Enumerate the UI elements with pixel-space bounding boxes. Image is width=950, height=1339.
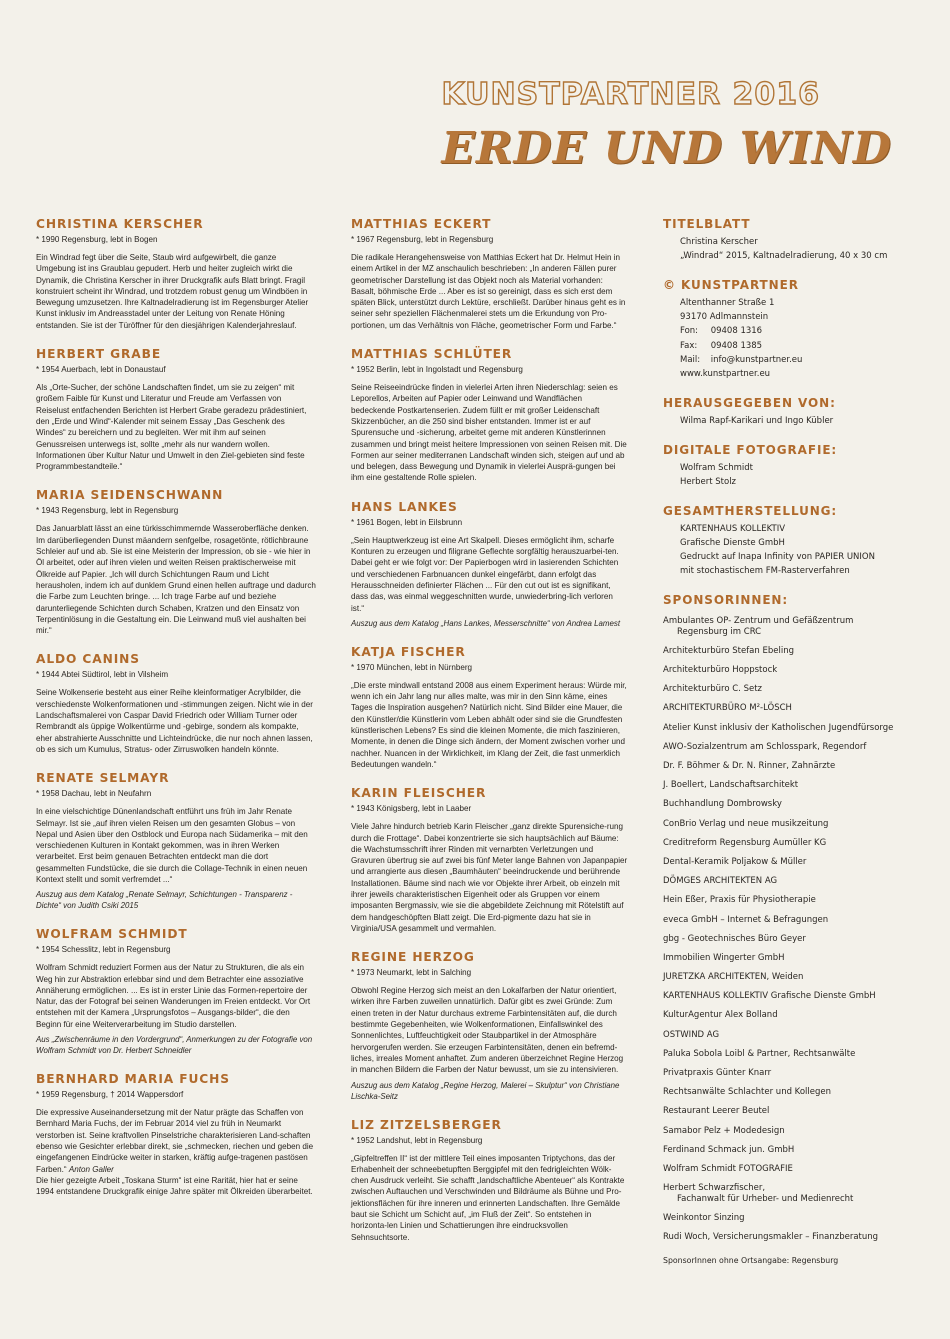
artist-born: * 1952 Landshut, lebt in Regensburg — [351, 1135, 483, 1145]
artist-name: BERNHARD MARIA FUCHS — [36, 1072, 230, 1087]
sponsor-name: Herbert Schwarzfischer, — [663, 1183, 766, 1194]
artist-bio: „Sein Hauptwerkzeug ist eine Art Skalpell. Dieses ermöglicht ihm, scharfe Konturen zu erzeugen und filigrane Geflechte sorgfältig herauszuarbei-ten. Dabei geht er wie folgt vor: Der Papierbogen wird in lasierenden Schichten und verschiedenen Farbnuancen dunkel eingefärbt, dann erfolgt das Herausschneiden definierter Flächen ... Für den cut out ist es signifikant, dass das, was einmal weggeschnitten wurde, unwiederbring-lich verloren ist.“ — [351, 535, 619, 613]
sponsor-item — [663, 1068, 925, 1079]
contact-fax — [663, 339, 925, 353]
artist-entry — [351, 216, 628, 331]
artist-name: CHRISTINA KERSCHER — [36, 217, 204, 231]
sponsor-item — [663, 703, 925, 714]
artist-entry — [351, 644, 628, 770]
sponsor-item — [663, 1049, 925, 1060]
section-heading: SPONSORINNEN: — [663, 593, 789, 608]
artist-born: * 1959 Regensburg, † 2014 Wappersdorf — [36, 1090, 184, 1100]
artist-name: MATTHIAS SCHLÜTER — [351, 347, 513, 362]
mail-link[interactable]: info@kunstpartner.eu — [710, 354, 803, 365]
sponsor-item — [663, 665, 925, 676]
sponsor-item — [663, 616, 925, 637]
sponsor-name-continued: Regensburg im CRC — [677, 626, 762, 637]
artist-name: ALDO CANINS — [36, 652, 140, 667]
artists-column-1 — [36, 216, 316, 1212]
sponsor-name-continued: Fachanwalt für Urheber- und Medienrecht — [677, 1193, 854, 1204]
mail-label: Mail: — [680, 354, 701, 365]
copyright-section — [663, 277, 925, 381]
section-line: Christina Kerscher — [680, 237, 758, 247]
phone-label: Fon: — [680, 326, 699, 337]
artist-name: LIZ ZITZELSBERGER — [351, 1117, 502, 1132]
sponsor-item — [663, 1030, 925, 1041]
sponsor-name: KulturAgentur Alex Bolland — [663, 1010, 778, 1021]
fax-label: Fax: — [680, 340, 698, 351]
artist-born: * 1944 Abtei Südtirol, lebt in Vilsheim — [36, 670, 169, 680]
sponsor-name: Restaurant Leerer Beutel — [663, 1106, 770, 1117]
sponsor-item — [663, 895, 925, 906]
sponsor-name: Rechtsanwälte Schlachter und Kollegen — [663, 1087, 831, 1098]
artist-bio: Seine Wolkenserie besteht aus einer Reihe kleinformatiger Acrylbilder, die verschiedenste Wolkenformationen und -stimmungen zeigen. Nicht wie in der Landschaftsmalerei von Caspar David Friedrich oder William Turner oder Rembrandt als üppige Wolkentürme und -gebirge, sondern als kompakte, eher abstrahierte Ausschnitte und Lichteindrücke, die nur noch ahnen lassen, ob es sich um Kumulus, Stratus- oder Zirruswolken handeln könnte. — [36, 688, 313, 754]
sponsor-item — [663, 1213, 925, 1224]
artist-entry — [351, 499, 628, 629]
artist-born: * 1967 Regensburg, lebt in Regensburg — [351, 235, 494, 244]
artist-entry — [36, 926, 316, 1056]
sponsor-item — [663, 1164, 925, 1175]
sponsor-name: DÖMGES ARCHITEKTEN AG — [663, 876, 778, 887]
artist-citation: Auszug aus dem Katalog „Renate Selmayr, Schichtungen - Transparenz - Dichte“ von Judith Csiki 2015 — [36, 890, 293, 911]
artist-born: * 1943 Königsberg, lebt in Laaber — [351, 804, 472, 814]
sponsor-name: ConBrio Verlag und neue musikzeitung — [663, 818, 829, 829]
sponsor-name: Architekturbüro Stefan Ebeling — [663, 645, 794, 656]
artist-bio — [36, 1107, 316, 1175]
sponsor-name: KARTENHAUS KOLLEKTIV Grafische Dienste GmbH — [663, 991, 876, 1002]
sponsor-name: AWO-Sozialzentrum am Schlosspark, Regendorf — [663, 741, 867, 752]
sponsor-item — [663, 915, 925, 926]
sponsor-item — [663, 1087, 925, 1098]
section-line: Wilma Rapf-Karikari und Ingo Kübler — [680, 416, 834, 427]
sponsor-name: Weinkontor Sinzing — [663, 1212, 745, 1223]
artist-born: * 1952 Berlin, lebt in Ingolstadt und Regensburg — [351, 365, 523, 375]
artist-bio: Ein Windrad fegt über die Seite, Staub wird aufgewirbelt, die ganze Umgebung ist ins Graublau gepudert. Herb und heiter zugleich wirkt die Dynamik, die Christina Kerscher in ihrer Druckgrafik aufs Blatt bringt. Fragil konstruiert scheint ihr Windrad, und trotzdem robust genug um Windböen in Bewegung umzusetzen. Ihre Kaltnadelradierung ist im Regensburger Atelier Kunst inklusiv im Andreasstadel unter der Leitung von Renate Höning entstanden. Sie ist der Türöffner für den diesjährigen Kalenderjahreslauf. — [36, 253, 309, 330]
section-heading: © KUNSTPARTNER — [663, 278, 799, 292]
sponsor-name: Dr. F. Böhmer & Dr. N. Rinner, Zahnärzte — [663, 761, 836, 772]
sponsor-item — [663, 1010, 925, 1021]
artists-column-2 — [351, 216, 628, 1258]
artist-born: * 1954 Schesslitz, lebt in Regensburg — [36, 945, 171, 955]
artist-bio: Wolfram Schmidt reduziert Formen aus der Natur zu Strukturen, die als ein Weg hin zur Abstraktion erlebbar sind und dem Betrachter eine assoziative Annäherung ermöglichen. ... Es ist in erster Linie das Formen-repertoire der Natur, das der Fotograf bei seinen Wanderungen im Freien entdeckt. Vor Ort entstehen mit der Kamera „Ursprungsfotos – Ausgangs-bilder“, die den Beginn für eine Weiterverarbeitung im Studio darstellen. — [36, 963, 311, 1029]
artist-entry — [351, 949, 628, 1101]
header-kicker: KUNSTPARTNER 2016 — [441, 77, 821, 112]
sponsor-item — [663, 1126, 925, 1137]
sponsor-name: Samabor Pelz + Modedesign — [663, 1125, 785, 1136]
artist-entry — [36, 1071, 316, 1197]
sponsor-item — [663, 1232, 925, 1243]
sponsor-item — [663, 934, 925, 945]
artist-citation: Aus „Zwischenräume in den Vordergrund“, Anmerkungen zu der Fotografie von Wolfram Schmidt von Dr. Herbert Schneidler — [36, 1035, 313, 1056]
sponsor-item — [663, 799, 925, 810]
sponsor-name: Dental-Keramik Poljakow & Müller — [663, 856, 807, 867]
titelblatt-section — [663, 216, 925, 263]
sponsor-name: Buchhandlung Dombrowsky — [663, 799, 782, 810]
section-heading: HERAUSGEGEBEN VON: — [663, 396, 836, 411]
artist-bio: Seine Reiseeindrücke finden in vielerlei Arten ihren Niederschlag: seien es Leporellos, Arbeiten auf Papier oder Leinwand und Wandflächen bedeckende Postkartenserien. Zudem füllt er mit großer Leidenschaft Skizzenbücher, an die 250 sind bisher entstanden. Immer ist er auf Spurensuche und -sicherung, arbeitet gerne mit anderen Künstlerinnen zusammen und bringt meist heitere Impressionen von seinen Reisen mit. Die Formen aur seiner mediterranen Landschaft winden sich, steigen auf und ab und belegen, dass Bewegung und Dynamik in vielerlei Ausprä-gungen bei ihm eine gestaltende Rolle spielen. — [351, 383, 627, 483]
fotografie-section — [663, 442, 925, 489]
section-line: KARTENHAUS KOLLEKTIV — [680, 524, 786, 535]
artist-entry — [36, 770, 316, 911]
address-street: Altenthanner Straße 1 — [680, 298, 775, 308]
sponsor-name: Architekturbüro Hoppstock — [663, 665, 778, 676]
gesamtherstellung-section — [663, 503, 925, 578]
sponsor-name: JURETZKA ARCHITEKTEN, Weiden — [663, 972, 804, 983]
contact-phone — [663, 324, 925, 338]
artist-name: HERBERT GRABE — [36, 347, 162, 362]
section-heading: GESAMTHERSTELLUNG: — [663, 504, 838, 519]
sponsor-item — [663, 1106, 925, 1117]
sponsor-item — [663, 780, 925, 791]
section-line: „Windrad“ 2015, Kaltnadelradierung, 40 x 30 cm — [680, 251, 888, 261]
artist-bio: „Gipfeltreffen II“ ist der mittlere Teil eines imposanten Triptychons, das der Erhabenheit der schneebetupften Berggipfel mit den fedrigleichten Wölk-chen Ausdruck verleiht. Sie schafft „landschaftliche Abenteuer“ als Kontrakte zwischen Auftauchen und Verschwinden und Bildräume als Bühne und Pro-jektionsflächen für ihre inneren und erinnerten Landschaften. Ihre Gemälde baut sie Schicht um Schicht auf, „im Fluß der Zeit“. So entstehen in horizonta-len Linien und Schattierungen ihre eindrucksvollen Sehnsuchtsorte. — [351, 1153, 625, 1242]
artist-bio: Viele Jahre hindurch betrieb Karin Fleischer „ganz direkte Spurensiche-rung durch die Frottage“. Dabei konzentrierte sie sich hauptsächlich auf Bäume: die Wachstumsschrift ihrer Rinden mit vernarbten Verletzungen und Gravuren übertrug sie auf zwei bis fünf Meter lange Bahnen von Japanpapier und arrangierte aus diesen „Baumhäuten“ beeindruckende und berührende Installationen. Bäume sind nach wie vor Objekte ihrer Arbeit, ob einzeln mit ihrer jeweils charakteristischen Eigenheit oder als Gruppen vor einem imposanten Bergmassiv, wie sie die abgebildete Zeichnung mit Rötelstift auf dem handgeschöpften Blatt zeigt. Die Erd-pigmente dazu hat sie in Virginia/USA gesammelt und vermahlen. — [351, 822, 628, 933]
sponsor-item — [663, 684, 925, 695]
artist-citation: Auszug aus dem Katalog „Regine Herzog, Malerei – Skulptur“ von Christiane Lischka-Seitz — [351, 1080, 620, 1101]
artist-bio: In eine vielschichtige Dünenlandschaft entführt uns früh im Jahr Renate Selmayr. Ist sie „auf ihren vielen Reisen um den gesamten Globus – von Nepal und Asien über den Ostblock und Europa nach Südamerika – mit den verschiedenen Kulturen in Kontakt gekommen, was in ihren Werken verarbeitet. Erst beim genauen Betrachten entdeckt man die dort gesammelten Fundstücke, die sie durch die Collage-Technik in einen neuen Kontext stellt und somit verfremdet ...“ — [36, 807, 308, 884]
artist-bio-continued: Die hier gezeigte Arbeit „Toskana Sturm“ ist eine Rarität, hier hat er seine 1994 entstandene Druckgrafik einige Jahre später mit Ölkreiden überarbeitet. — [36, 1175, 313, 1197]
artist-entry — [36, 216, 316, 331]
header-headline: ERDE UND WIND — [441, 123, 892, 174]
section-heading: TITELBLATT — [663, 217, 751, 231]
artist-born: * 1973 Neumarkt, lebt in Salching — [351, 968, 472, 978]
artist-name: RENATE SELMAYR — [36, 771, 170, 786]
section-line: Wolfram Schmidt — [680, 463, 753, 474]
fax-number: 09408 1385 — [710, 340, 763, 351]
website-link[interactable]: www.kunstpartner.eu — [680, 369, 771, 380]
artist-name: KATJA FISCHER — [351, 644, 466, 659]
artist-bio: Als „Orte-Sucher, der schöne Landschaften findet, um sie zu zeigen“ mit großem Faible für Kunst und Literatur und Freude am Verfassen von Reiselust entfachenden Berichten ist Herbert Grabe geradezu prädestiniert, den „Erde und Wind“-Kalender mit seinem Essay „Das Geschenk des Windes“ zu bereichern und zu begleiten. Wer mit ihm auf seinen Genussreisen unterwegs ist, sollte „mehr als nur wandern wollen. Informationen über Kultur Natur und Umwelt in den Ziel-gebieten sind feste Programmbestandteile.“ — [36, 383, 307, 472]
artist-born: * 1943 Regensburg, lebt in Regensburg — [36, 506, 179, 516]
artist-name: HANS LANKES — [351, 499, 458, 514]
sponsor-name: gbg - Geotechnisches Büro Geyer — [663, 933, 806, 944]
sponsor-name: Privatpraxis Günter Knarr — [663, 1068, 772, 1079]
artist-bio: Die radikale Herangehensweise von Matthias Eckert hat Dr. Helmut Hein in einem Artikel in der MZ anschaulich beschrieben: „In anderen Fällen purer geometrischer Darstellung ist das Objekt noch als Material vorhanden: Basalt, böhmische Erde ... Aber es ist so gereinigt, dass es sich erst dem späten Blick, unterstützt durch Lektüre, erschließt. Darüber hinaus geht es in seiner sehr speziellen Flächenmalerei stets um die Erkundung von Pro-portionen, um das Verhältnis von Fläche, geometrischer Form und Farbe.“ — [351, 253, 626, 330]
page-header — [441, 78, 892, 174]
sponsor-item — [663, 723, 925, 734]
artist-entry — [351, 346, 628, 484]
artist-born: * 1958 Dachau, lebt in Neufahrn — [36, 789, 152, 799]
phone-number: 09408 1316 — [710, 326, 763, 337]
artist-born: * 1970 München, lebt in Nürnberg — [351, 662, 473, 672]
sponsor-item — [663, 857, 925, 868]
artist-entry — [36, 487, 316, 636]
artist-entry — [351, 785, 628, 934]
sponsor-name: Architekturbüro C. Setz — [663, 684, 762, 695]
sponsor-name: ARCHITEKTURBÜRO M²-LÖSCH — [663, 703, 792, 714]
sponsor-item — [663, 991, 925, 1002]
sponsor-name: Ferdinand Schmack jun. GmbH — [663, 1144, 795, 1155]
sponsor-item — [663, 1145, 925, 1156]
sponsor-item — [663, 1183, 925, 1204]
sponsor-list — [663, 616, 925, 1242]
sponsor-name: Rudi Woch, Versicherungsmakler – Finanzberatung — [663, 1232, 879, 1243]
sponsor-note: SponsorInnen ohne Ortsangabe: Regensburg — [663, 1255, 839, 1265]
sponsors-section — [663, 592, 925, 1265]
sponsor-name: Paluka Sobola Loibl & Partner, Rechtsanwälte — [663, 1048, 856, 1059]
sponsor-name: Immobilien Wingerter GmbH — [663, 952, 785, 963]
artist-name: MATTHIAS ECKERT — [351, 217, 492, 231]
artist-born: * 1990 Regensburg, lebt in Bogen — [36, 235, 158, 244]
sponsor-name: Hein Eßer, Praxis für Physiotherapie — [663, 895, 816, 906]
sponsor-name: eveca GmbH – Internet & Befragungen — [663, 914, 829, 925]
sponsor-name: Wolfram Schmidt FOTOGRAFIE — [663, 1163, 793, 1174]
artist-name: MARIA SEIDENSCHWANN — [36, 488, 224, 503]
sponsor-name: Atelier Kunst inklusiv der Katholischen Jugendfürsorge — [663, 722, 894, 733]
sponsor-name: OSTWIND AG — [663, 1029, 720, 1040]
sponsor-name: Creditreform Regensburg Aumüller KG — [663, 837, 827, 848]
herausgeber-section — [663, 395, 925, 428]
sponsor-item — [663, 838, 925, 849]
sponsor-item — [663, 819, 925, 830]
section-line: Grafische Dienste GmbH — [680, 538, 785, 549]
artist-entry — [36, 651, 316, 755]
section-line: Herbert Stolz — [680, 477, 737, 488]
artist-born: * 1954 Auerbach, lebt in Donaustauf — [36, 365, 166, 375]
artist-entry — [351, 1117, 628, 1243]
contact-mail — [663, 353, 925, 367]
artist-bio: Das Januarblatt lässt an eine türkisschimmernde Wasseroberfläche denken. Im darüberliegenden Dunst mäandern senfgelbe, rosagetönte, rötlichbraune Schleier auf und ab. Sie ist eine Meisterin der Impression, ob sie - wie hier in Öl arbeitet, oder auf ihren vielen und weiten Reisen praktischerweise mit Ölkreide auf Papier. „Ich will durch Schichtungen Raum und Licht herausholen, indem ich auf dunklem Grund einen hellen auftrage und dadurch die Farbe zum Leuchten bringe. ... Ich trage Farbe auf und beziehe darunterliegende Schichten durch Schaben, Kratzen und den Einsatz von Terpentinlösung in die Gestaltung ein. Die Leinwand muß viel aushalten bei mir.“ — [36, 524, 316, 636]
artist-name: REGINE HERZOG — [351, 950, 475, 965]
section-heading: DIGITALE FOTOGRAFIE: — [663, 443, 838, 458]
sponsor-name: Ambulantes OP- Zentrum und Gefäßzentrum — [663, 616, 854, 627]
sponsor-name: J. Boellert, Landschaftsarchitekt — [663, 780, 799, 791]
artist-bio: „Die erste mindwall entstand 2008 aus einem Experiment heraus: Würde mir, wenn ich ein Jahr lang nur alles malte, was mir in den Sinn käme, eines Tages die Inspiration ausgehen? Natürlich nicht. Sind Bilder eine Mauer, die den Künstler/die Künstlerin vom Leben abhält oder sind sie die Grundfesten künstlerischen Lebens? Es sind die kleinen Momente, die mich faszinieren, Momente, in denen die Dinge sich ändern, der Moment zwischen vorher und nachher. Nuancen in der Wirklichkeit, im Klang der Zeit, die fast unmerklich Bedeutungen wandeln.“ — [351, 680, 627, 769]
artist-bio-quote-author: Anton Galler — [68, 1164, 114, 1174]
artist-citation: Auszug aus dem Katalog „Hans Lankes, Messerschnitte“ von Andrea Lamest — [351, 618, 621, 628]
artist-name: KARIN FLEISCHER — [351, 786, 487, 801]
section-line: mit stochastischem FM-Rasterverfahren — [680, 566, 850, 577]
artist-born: * 1961 Bogen, lebt in Eilsbrunn — [351, 517, 463, 527]
sponsor-item — [663, 876, 925, 887]
info-column — [663, 216, 925, 1266]
sponsor-item — [663, 953, 925, 964]
artist-bio: Obwohl Regine Herzog sich meist an den Lokalfarben der Natur orientiert, wirken ihre Farben zuweilen unnatürlich. Dafür gibt es zwei Gründe: Zum einen treten in der Natur durchaus extreme Farbintensitäten auf, die durch bestimmte Gegebenheiten, wie Wolkenformationen, Einfallswinkel des Sonnenlichtes, Luftfeuchtigkeit oder Staubpartikel in der Atmosphäre hervorgerufen werden. Sie erzeugen Farbintensitäten, denen ein befremd-liches, irreales Moment anhaftet. Zum anderen überzeichnet Regine Herzog in manchen Bildern die Farben der Natur bewusst, um sie zu intensivieren. — [351, 986, 624, 1075]
sponsor-item — [663, 972, 925, 983]
section-line: Gedruckt auf Inapa Infinity von PAPIER UNION — [680, 552, 875, 563]
sponsor-item — [663, 761, 925, 772]
artist-entry — [36, 346, 316, 472]
address-city: 93170 Adlmannstein — [680, 312, 769, 323]
artist-bio-text: Die expressive Auseinandersetzung mit der Natur prägte das Schaffen von Bernhard Maria Fuchs, der im Februar 2014 viel zu früh in Neumarkt verstorben ist. Seine kraftvollen Pinselstriche charakterisieren Land-schaften ebenso wie Gesichter erlebbar direkt, sie „schmecken, riechen und geben die eingefangenen Eindrücke weiter in starken, kräftig aufge-tragenen pastösen Farben.“ — [36, 1108, 314, 1174]
sponsor-item — [663, 646, 925, 657]
sponsor-item — [663, 742, 925, 753]
artist-name: WOLFRAM SCHMIDT — [36, 927, 188, 942]
